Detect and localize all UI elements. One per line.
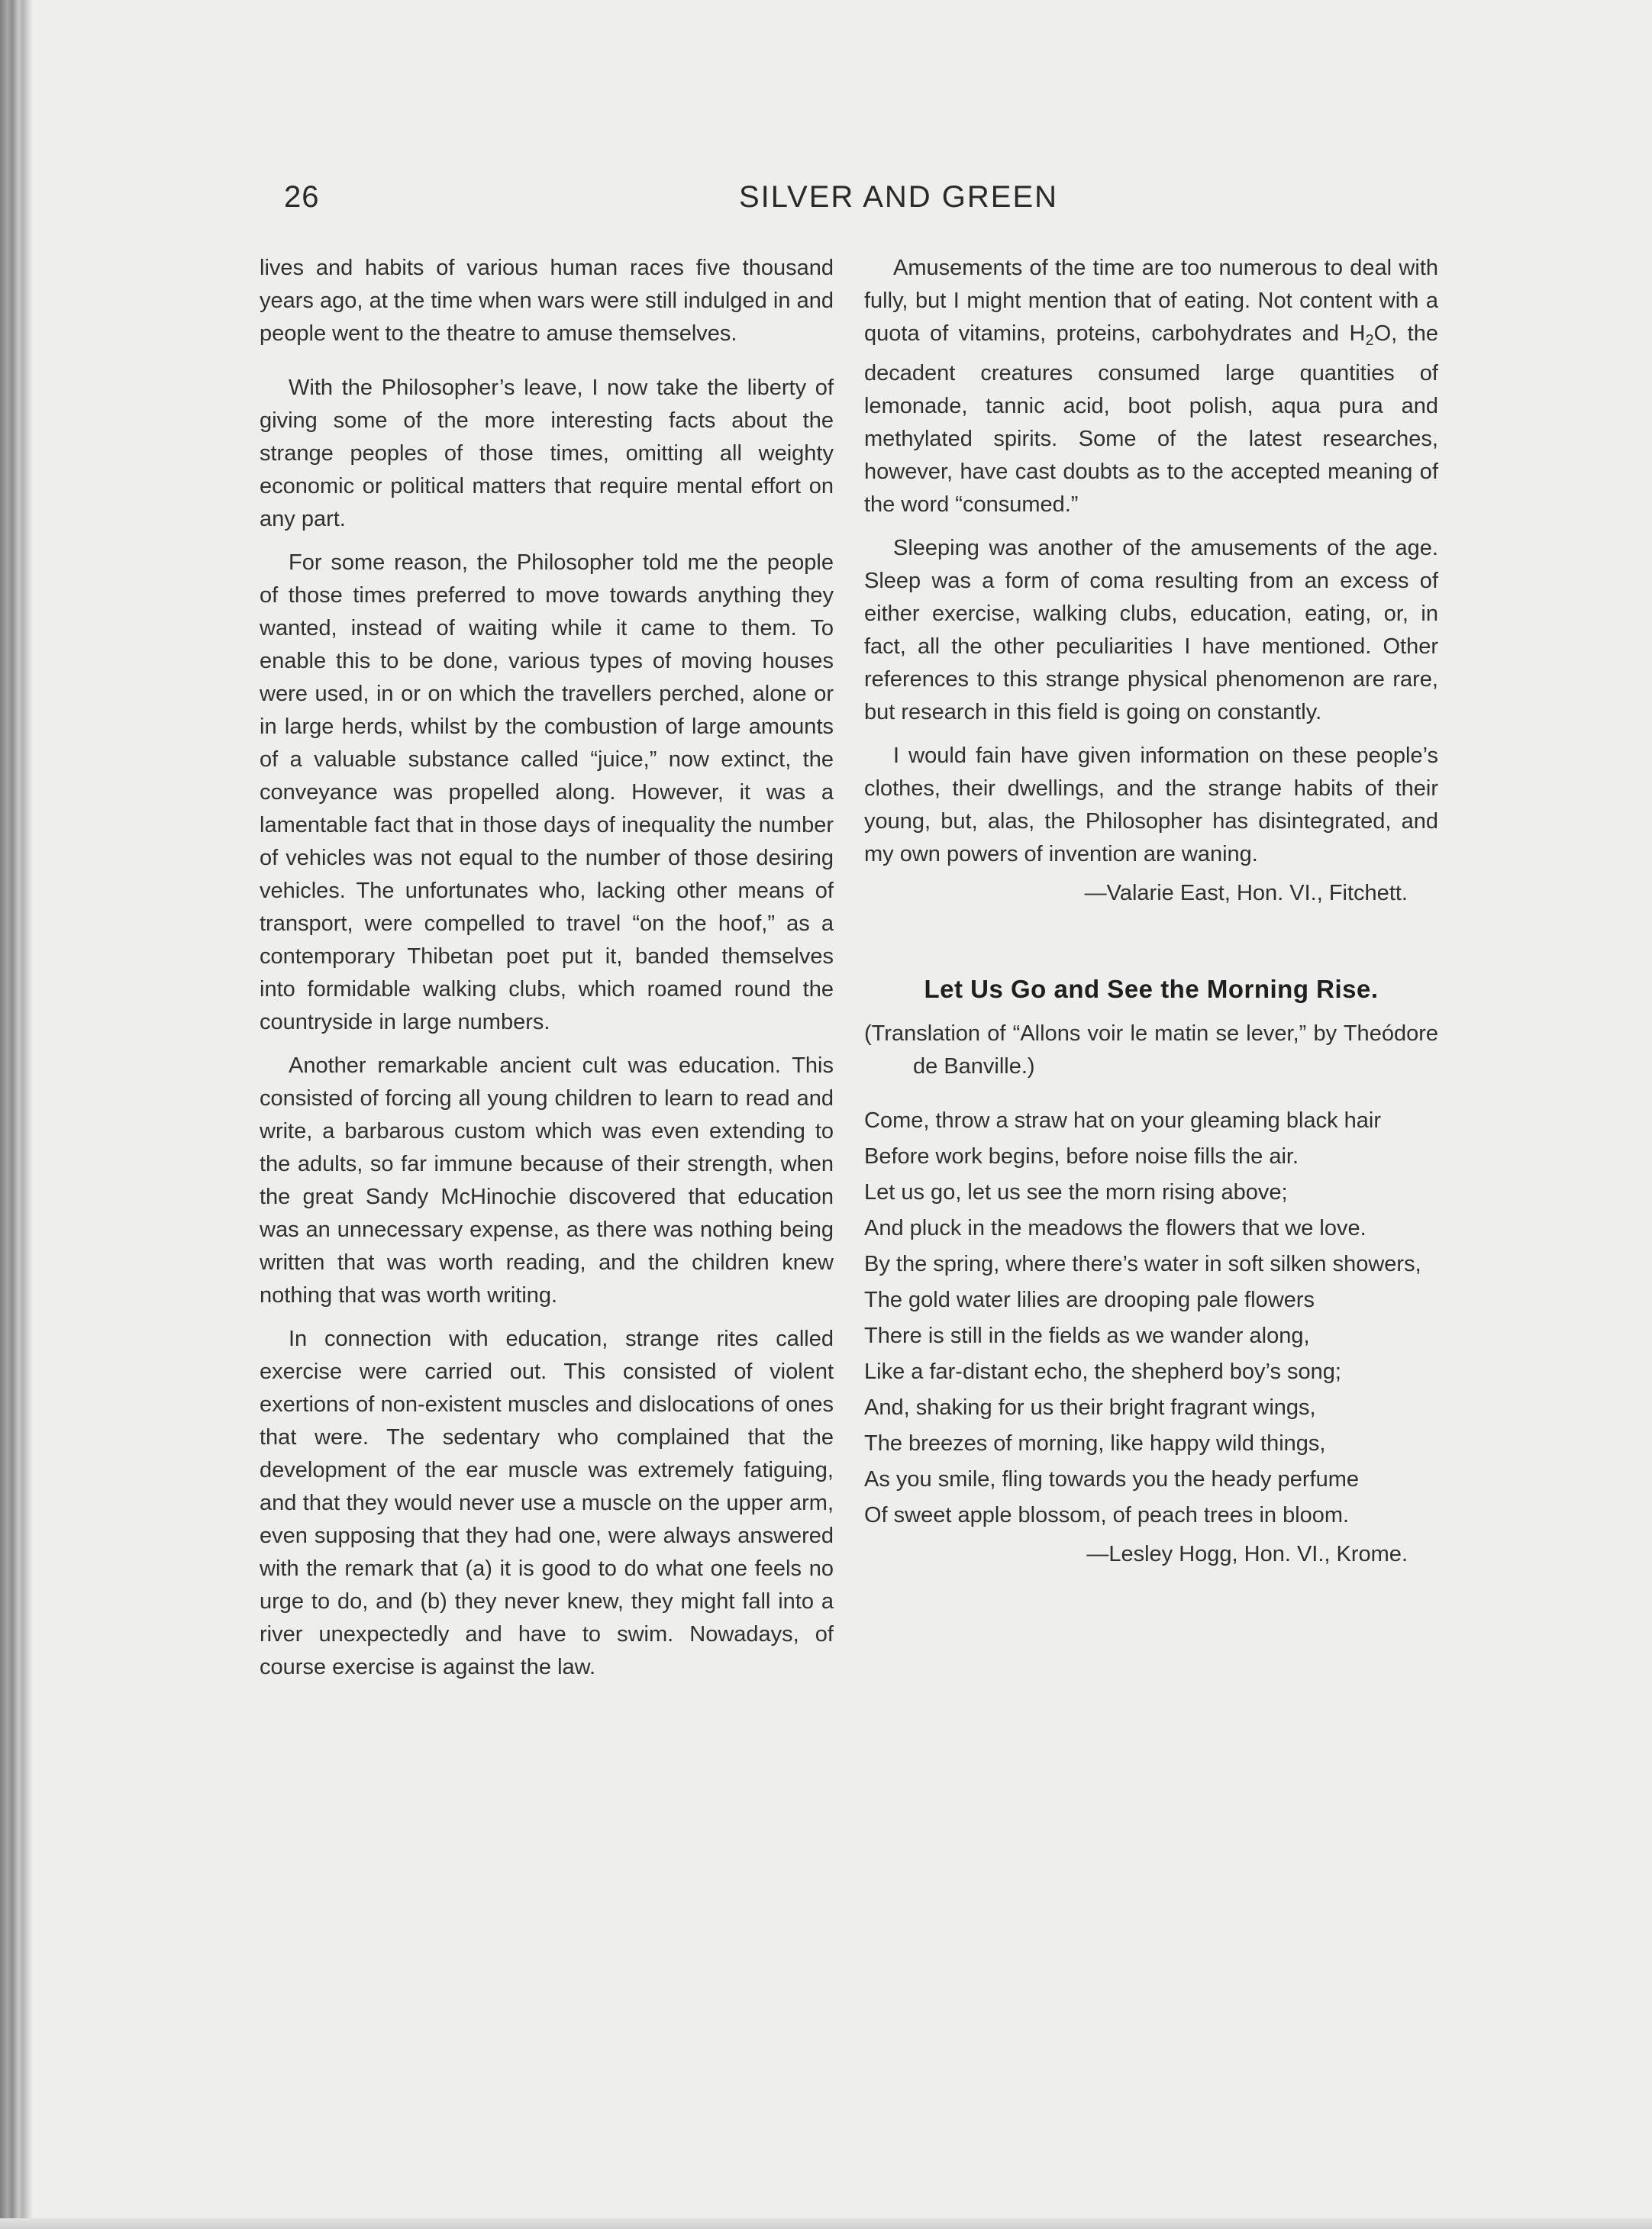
water-subscript: 2 <box>1365 332 1374 349</box>
essay-signature: —Valarie East, Hon. VI., Fitchett. <box>1084 881 1408 905</box>
essay-paragraph: I would fain have given information on these people’s clothes, their dwellings, and the strange habits of their young, but, alas, the Philosopher has disintegrated, and my own powers of invention are waning. <box>864 744 1438 866</box>
running-title: SILVER AND GREEN <box>738 180 1059 214</box>
poem-line: Come, throw a straw hat on your gleaming black hair <box>864 1108 1381 1133</box>
poem-line: Before work begins, before noise fills the air. <box>864 1144 1299 1169</box>
right-column <box>864 252 1438 1571</box>
left-column <box>260 252 834 1684</box>
poem-line: As you smile, fling towards you the heady perfume <box>864 1467 1359 1492</box>
poem-subtitle: (Translation of “Allons voir le matin se lever,” by Theódore de Banville.) <box>864 1021 1438 1079</box>
page-number: 26 <box>284 180 320 214</box>
essay-paragraph <box>864 252 1438 521</box>
page-bottom-edge <box>0 2218 1652 2229</box>
poem-line: Of sweet apple blossom, of peach trees in bloom. <box>864 1503 1350 1527</box>
essay-paragraph: Another remarkable ancient cult was education. This consisted of forcing all young children to learn to read and write, a barbarous custom which was even extending to the adults, so far immune because of their strength, when the great Sandy McHinochie discovered that education was an unnecessary expense, as there was nothing being written that was worth reading, and the children knew nothing that was worth writing. <box>260 1053 834 1308</box>
essay-paragraph: In connection with education, strange rites called exercise were carried out. This consisted of violent exertions of non-existent muscles and dislocations of ones that were. The sedentary who complained that the development of the ear muscle was extremely fatiguing, and that they would never use a muscle on the upper arm, even supposing that they had one, were always answered with the remark that (a) it is good to do what one feels no urge to do, and (b) they never knew, they might fall into a river unexpectedly and have to swim. Nowadays, of course exercise is against the law. <box>260 1327 834 1679</box>
poem-line: And pluck in the meadows the flowers that we love. <box>864 1216 1366 1240</box>
amusements-text-start: Amusements of the time are too numerous to deal with fully, but I might mention that of eating. Not content with a quota of vitamins, proteins, carbohydrates and H <box>864 256 1438 346</box>
book-binding-shadow <box>0 0 32 2229</box>
poem-line: The breezes of morning, like happy wild things, <box>864 1431 1326 1456</box>
essay-paragraph: With the Philosopher’s leave, I now take the liberty of giving some of the more interesting facts about the strange peoples of those times, omitting all weighty economic or political matters that require mental effort on any part. <box>260 376 834 531</box>
poem-signature: —Lesley Hogg, Hon. VI., Krome. <box>1086 1542 1408 1566</box>
page-header <box>284 180 1505 226</box>
poem-line: The gold water lilies are drooping pale flowers <box>864 1288 1315 1312</box>
poem-line: By the spring, where there’s water in soft silken showers, <box>864 1252 1421 1276</box>
poem-title: Let Us Go and See the Morning Rise. <box>924 975 1379 1003</box>
amusements-text-end: O, the decadent creatures consumed large quantities of lemonade, tannic acid, boot polish, aqua pura and methylated spirits. Some of the latest researches, however, have cast doubts as to the accepted meaning of the word “consumed.” <box>864 321 1438 517</box>
essay-paragraph: lives and habits of various human races five thousand years ago, at the time when wars were still indulged in and people went to the theatre to amuse themselves. <box>260 256 834 346</box>
essay-paragraph: Sleeping was another of the amusements of the age. Sleep was a form of coma resulting from an excess of either exercise, walking clubs, education, eating, or, in fact, all the other peculiarities I have mentioned. Other references to this strange physical phenomenon are rare, but research in this field is going on constantly. <box>864 536 1438 724</box>
poem-line: Let us go, let us see the morn rising above; <box>864 1180 1288 1205</box>
poem-line: And, shaking for us their bright fragrant wings, <box>864 1395 1316 1420</box>
essay-paragraph: For some reason, the Philosopher told me the people of those times preferred to move towards anything they wanted, instead of waiting while it came to them. To enable this to be done, various types of moving houses were used, in or on which the travellers perched, alone or in large herds, whilst by the combustion of large amounts of a valuable substance called “juice,” now extinct, the conveyance was propelled along. However, it was a lamentable fact that in those days of inequality the number of vehicles was not equal to the number of those desiring vehicles. The unfortunates who, lacking other means of transport, were compelled to travel “on the hoof,” as a contemporary Thibetan poet put it, banded themselves into formidable walking clubs, which roamed round the countryside in large numbers. <box>260 550 834 1034</box>
poem-line: There is still in the fields as we wander along, <box>864 1324 1310 1348</box>
poem-line: Like a far-distant echo, the shepherd boy’s song; <box>864 1360 1341 1384</box>
